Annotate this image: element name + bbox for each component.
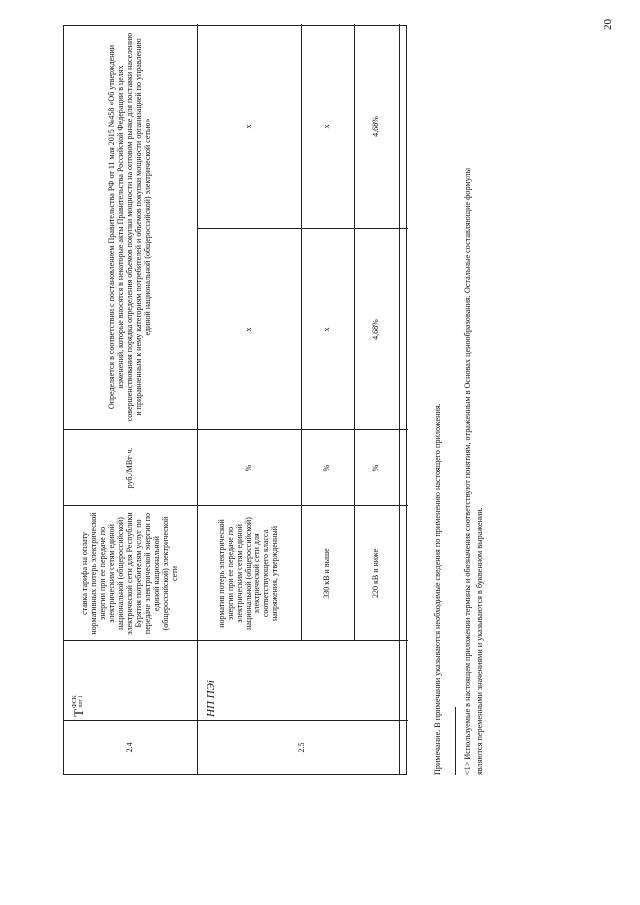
rotated-page-content [30,0,630,820]
voltage-label: 330 кВ и выше [322,548,332,599]
row-number: 2.5 [297,742,307,753]
row-number: 2.4 [125,742,135,753]
voltage-label: 220 кВ и ниже [371,548,381,599]
row-unit: руб./МВт·ч. [125,447,135,489]
row-unit: % [322,464,332,472]
tariff-table [63,25,407,775]
tariff-symbol [64,641,197,721]
symbol-subscript: пот i [78,695,84,708]
value-cell: x [243,124,253,129]
row-description: ставка тарифа на оплату нормативных потерь электрической энергии при ее передаче по электрическим сетям единой национальной (общероссийской) электрической сети для Республики Бурятия потребителям услуг по передаче электрической энергии по единой национальной (общероссийской) электрической сети [80,512,179,635]
footnote-separator [455,707,456,775]
value-cell: 4,68% [371,116,381,137]
row-unit: % [371,464,381,472]
footnote-line: являются переменными значениями и указываются в буквенном выражении. [475,507,484,775]
norm-symbol: НП ПЭi [205,680,217,717]
value-cell: 4,68% [371,319,381,340]
row-unit: % [243,464,253,472]
value-cell: x [322,327,332,332]
footnote-line: <1> Используемые в настоящем приложении термины и обозначения соответствуют понятиям, отраженным в Основах ценообразования. Остальные составляющие формулы [463,168,472,775]
note-line: Примечание. В примечании указываются необходимые сведения по применению настоящего приложения. [433,403,442,775]
symbol-main: T [71,709,86,717]
page-number: 20 [602,19,614,30]
row-description: норматив потерь электрической энергии при ее передаче по электрическим сетям единой национальной (общероссийской) электрической сети для соответствующего класса напряжения, утвержденный [216,517,280,630]
value-cell: x [322,124,332,129]
merged-value: Определяется в соответствии с постановлением Правительства РФ от 11 мая 2015 №458 «Об утверждении изменений, которые вносятся в некоторые акты Правительства Российской Федерации в целях совершенствования порядка определения объемов покупки мощности на оптовом рынке для поставки населению и приравненным к нему категориям потребителей и объемов покупки мощности организацией по управлению единой национальной (общероссийской) электрической сетью» [107,32,152,422]
value-cell: x [243,327,253,332]
symbol-superscript: ФСК [72,695,78,709]
